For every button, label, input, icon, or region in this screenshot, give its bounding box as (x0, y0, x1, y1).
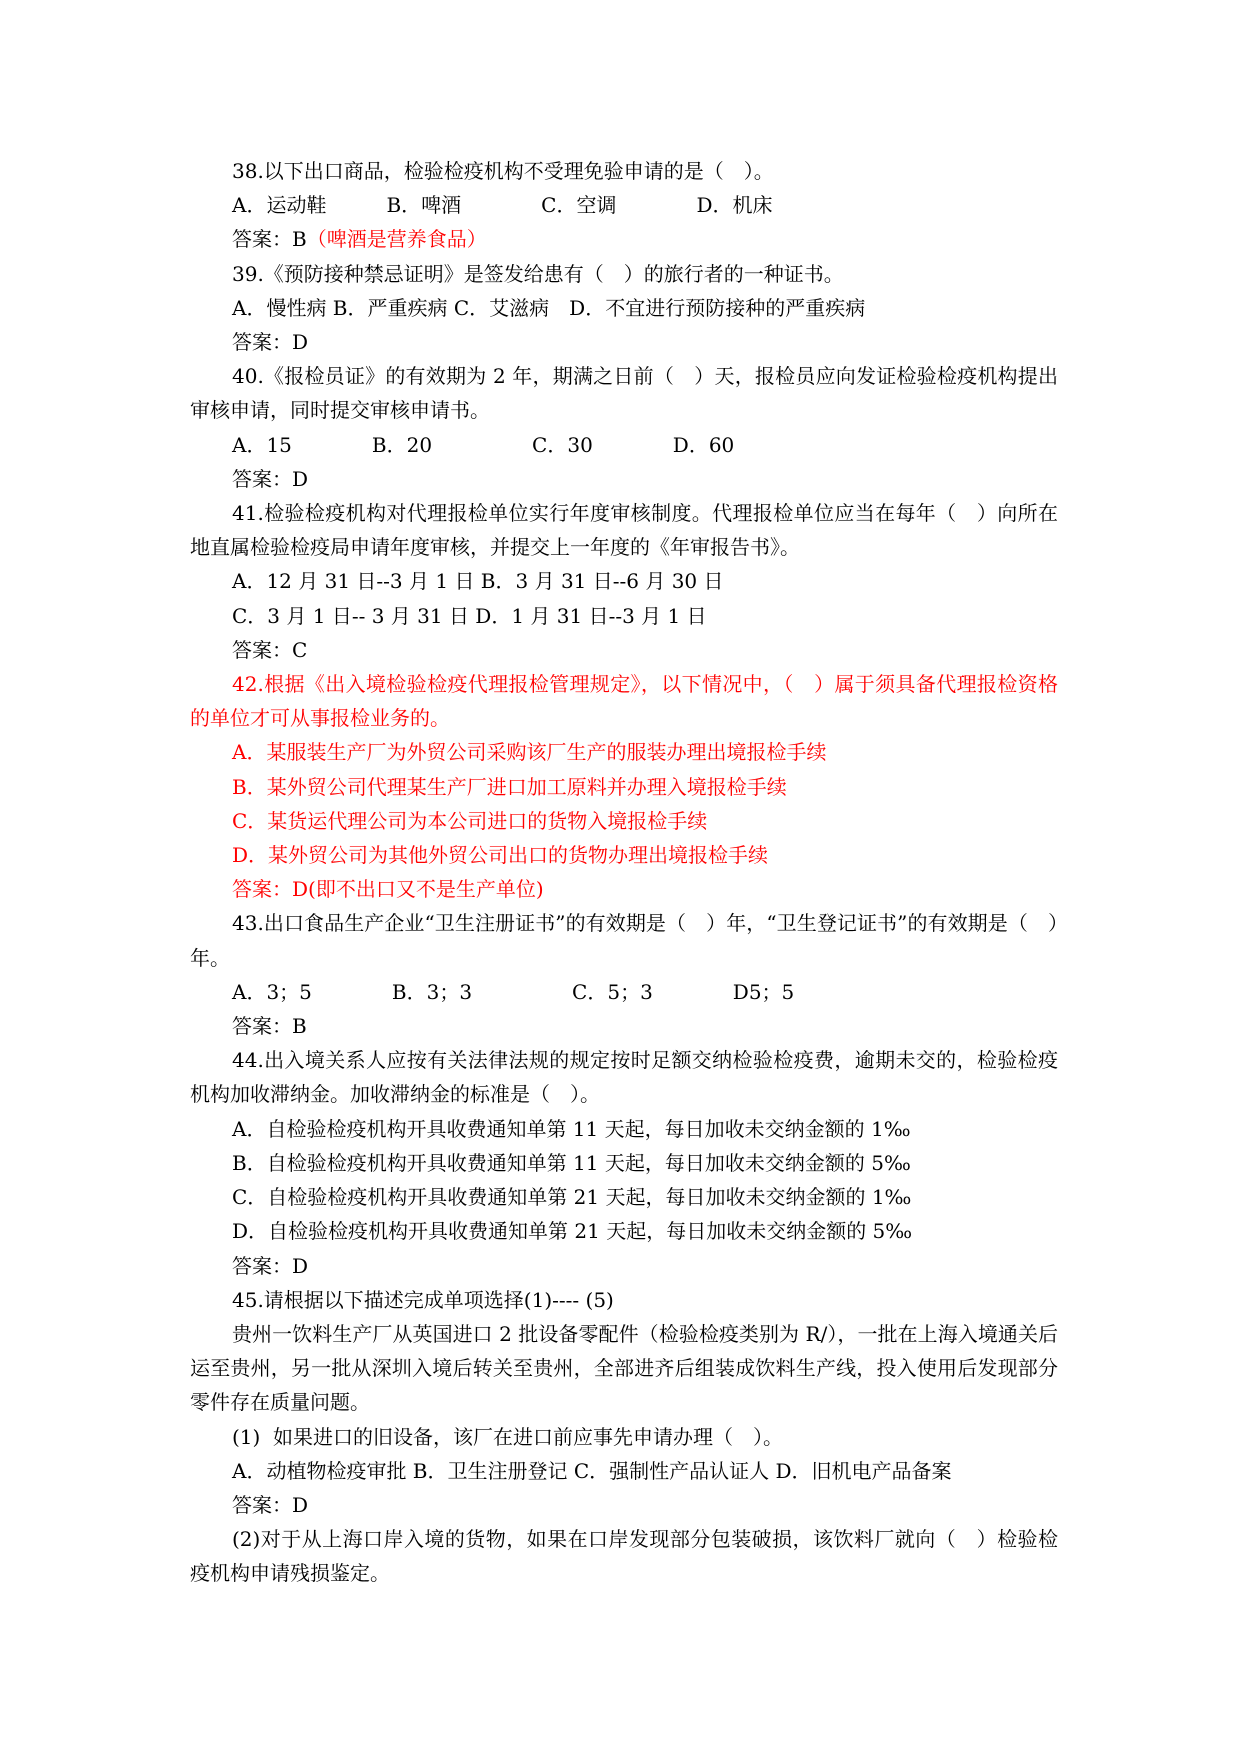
line-text: C．3 月 1 日-- 3 月 31 日 D．1 月 31 日--3 月 1 日 (232, 603, 707, 628)
line-text: 38.以下出口商品，检验检疫机构不受理免验申请的是（ ）。 (232, 159, 774, 183)
line-text: B．自检验检疫机构开具收费通知单第 11 天起，每日加收未交纳金额的 5‰ (232, 1150, 911, 1175)
line-text: 答案：D (232, 466, 309, 491)
line-q38-answer (190, 222, 1058, 256)
line-text: 42.根据《出入境检验检疫代理报检管理规定》，以下情况中，（ ）属于须具备代理报检资格的单位才可从事报检业务的。 (190, 672, 1058, 731)
line-q40-answer (190, 462, 1058, 496)
line-q45-1-options (190, 1454, 1058, 1488)
line-q41-answer (190, 633, 1058, 667)
document-body (190, 154, 1058, 1591)
line-text: A．动植物检疫审批 B．卫生注册登记 C．强制性产品认证人 D．旧机电产品备案 (232, 1458, 952, 1483)
line-text: A．3；5 B．3；3 C．5；3 D5；5 (232, 979, 795, 1004)
line-q39-answer (190, 325, 1058, 359)
line-q42 (190, 667, 1058, 735)
line-q43-answer (190, 1009, 1058, 1043)
line-text: 答案：D(即不出口又不是生产单位) (232, 877, 544, 902)
line-q44-option-b (190, 1146, 1058, 1180)
line-q43 (190, 906, 1058, 974)
line-q44-answer (190, 1249, 1058, 1283)
line-q41 (190, 496, 1058, 564)
line-q45 (190, 1283, 1058, 1317)
line-text: 40.《报检员证》的有效期为 2 年，期满之日前（ ）天，报检员应向发证检验检疫机构提出审核申请，同时提交审核申请书。 (190, 364, 1058, 423)
line-q45-2 (190, 1522, 1058, 1590)
line-q45-1 (190, 1420, 1058, 1454)
line-text: 39.《预防接种禁忌证明》是签发给患有（ ）的旅行者的一种证书。 (232, 261, 844, 286)
line-text: 45.请根据以下描述完成单项选择(1)---- (5) (232, 1287, 614, 1312)
line-q42-option-d (190, 838, 1058, 872)
line-q44-option-c (190, 1180, 1058, 1214)
line-text: A．某服装生产厂为外贸公司采购该厂生产的服装办理出境报检手续 (232, 740, 827, 765)
line-text: D．自检验检疫机构开具收费通知单第 21 天起，每日加收未交纳金额的 5‰ (232, 1219, 913, 1244)
line-text: A．12 月 31 日--3 月 1 日 B．3 月 31 日--6 月 30 日 (232, 569, 724, 594)
line-q44 (190, 1043, 1058, 1111)
line-text: 答案：D (232, 1492, 309, 1517)
answer-note: （啤酒是营养食品） (306, 227, 487, 252)
line-q44-option-a (190, 1112, 1058, 1146)
line-text: (2)对于从上海口岸入境的货物，如果在口岸发现部分包装破损，该饮料厂就向（ ）检验检疫机构申请残损鉴定。 (190, 1527, 1058, 1586)
line-q39-options (190, 291, 1058, 325)
line-q41-options-cd (190, 599, 1058, 633)
line-q39 (190, 257, 1058, 291)
line-q40-options (190, 428, 1058, 462)
line-text: 答案：B (232, 227, 307, 252)
line-text: 答案：C (232, 637, 308, 662)
line-q44-option-d (190, 1214, 1058, 1248)
line-text: 贵州一饮料生产厂从英国进口 2 批设备零配件（检验检疫类别为 R/），一批在上海入境通关后运至贵州，另一批从深圳入境后转关至贵州，全部进齐后组装成饮料生产线，投入使用后发现部分零件存在质量问题。 (190, 1321, 1058, 1415)
line-text: 43.出口食品生产企业“卫生注册证书”的有效期是（ ）年，“卫生登记证书”的有效期是（ ）年。 (190, 911, 1058, 970)
line-text: 答案：D (232, 1253, 309, 1278)
line-q38-options (190, 188, 1058, 222)
line-q45-scenario (190, 1317, 1058, 1420)
line-text: C．某货运代理公司为本公司进口的货物入境报检手续 (232, 808, 708, 833)
line-text: D．某外贸公司为其他外贸公司出口的货物办理出境报检手续 (232, 843, 769, 868)
line-text: A．15 B．20 C．30 D．60 (232, 432, 735, 457)
line-text: 41.检验检疫机构对代理报检单位实行年度审核制度。代理报检单位应当在每年（ ）向所在地直属检验检疫局申请年度审核，并提交上一年度的《年审报告书》。 (190, 501, 1058, 560)
line-q40 (190, 359, 1058, 427)
line-text: A．慢性病 B．严重疾病 C．艾滋病 D．不宜进行预防接种的严重疾病 (232, 295, 866, 320)
line-q43-options (190, 975, 1058, 1009)
line-text: C．自检验检疫机构开具收费通知单第 21 天起，每日加收未交纳金额的 1‰ (232, 1185, 912, 1210)
line-q42-answer (190, 872, 1058, 906)
line-q41-options-ab (190, 564, 1058, 598)
line-text: A．自检验检疫机构开具收费通知单第 11 天起，每日加收未交纳金额的 1‰ (232, 1116, 911, 1141)
line-text: 答案：B (232, 1014, 307, 1039)
line-q45-1-answer (190, 1488, 1058, 1522)
line-text: A．运动鞋 B．啤酒 C．空调 D．机床 (232, 193, 773, 218)
line-text: 44.出入境关系人应按有关法律法规的规定按时足额交纳检验检疫费，逾期未交的，检验检疫机构加收滞纳金。加收滞纳金的标准是（ ）。 (190, 1048, 1058, 1107)
line-text: B．某外贸公司代理某生产厂进口加工原料并办理入境报检手续 (232, 774, 787, 799)
line-q42-option-c (190, 804, 1058, 838)
line-q38 (190, 154, 1058, 188)
line-text: 答案：D (232, 330, 309, 355)
line-text: (1) 如果进口的旧设备，该厂在进口前应事先申请办理（ ）。 (232, 1424, 784, 1449)
line-q42-option-b (190, 770, 1058, 804)
line-q42-option-a (190, 735, 1058, 769)
